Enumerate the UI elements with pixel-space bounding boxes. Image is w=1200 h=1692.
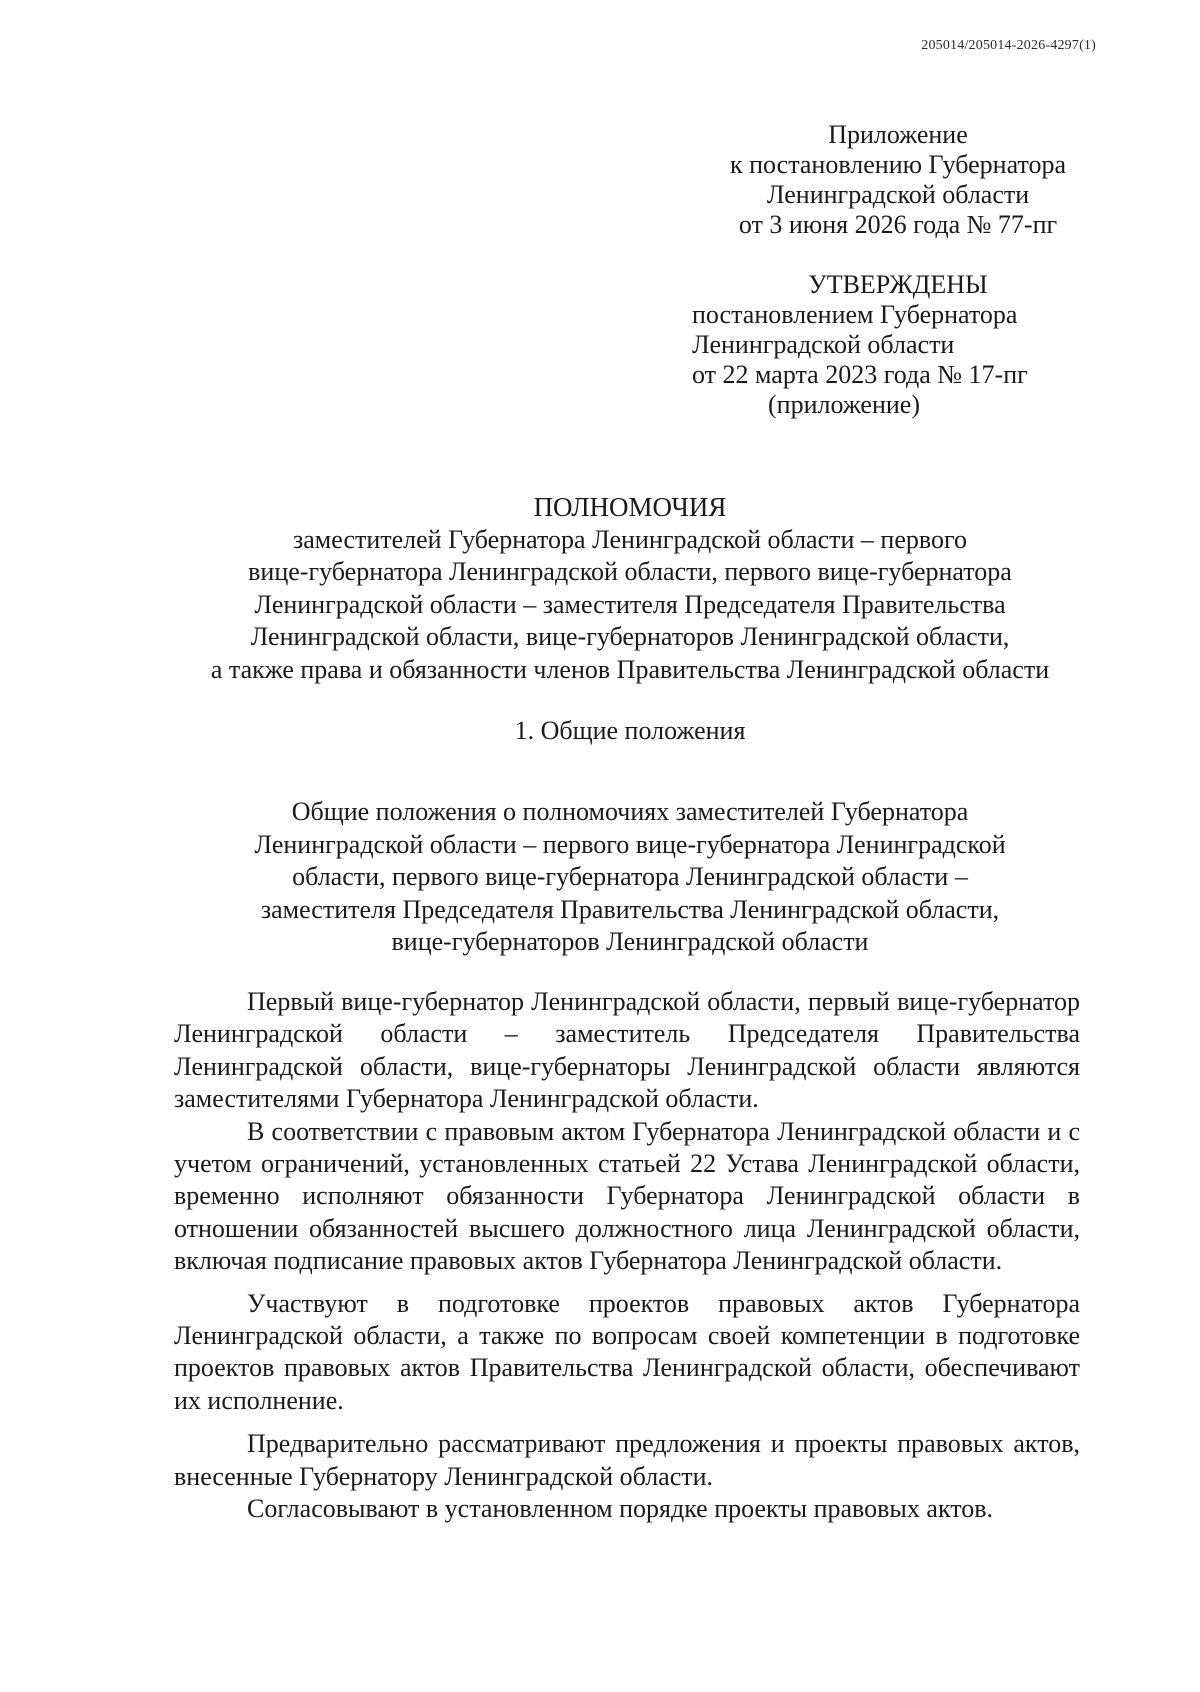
approved-label: УТВЕРЖДЕНЫ <box>808 270 988 299</box>
title-line: Ленинградской области – заместителя Председателя Правительства <box>254 589 1006 619</box>
subheading-line: заместителя Председателя Правительства Ленинградской области, <box>260 894 1000 924</box>
subheading-line: Общие положения о полномочиях заместителей Губернатора <box>291 797 969 826</box>
section-subheading-block <box>170 796 1090 959</box>
document-registration-code: 205014/205014-2026-4297(1) <box>921 38 1096 53</box>
appendix-reference-block <box>688 120 1108 240</box>
title-line: а также права и обязанности членов Правительства Ленинградской области <box>210 654 1050 684</box>
approved-date-number: от 22 марта 2023 года № 17-пг <box>692 360 1028 389</box>
approved-resolution-ref: постановлением Губернатора <box>692 300 1018 329</box>
appendix-label: Приложение <box>828 120 968 149</box>
title-line: вице-губернатора Ленинградской области, первого вице-губернатора <box>248 557 1012 587</box>
appendix-region: Ленинградской области <box>766 180 1030 209</box>
subheading-line: вице-губернаторов Ленинградской области <box>391 927 869 957</box>
subheading-line: Ленинградской области – первого вице-губернатора Ленинградской <box>254 829 1006 859</box>
approved-appendix-note: (приложение) <box>768 390 921 419</box>
document-title-block <box>170 491 1090 687</box>
approved-region: Ленинградской области <box>692 330 955 359</box>
title-line: заместителей Губернатора Ленинградской области – первого <box>293 524 967 554</box>
body-paragraph: В соответствии с правовым актом Губернатора Ленинградской области и с учетом ограничений, установленных статьей 22 Устава Ленинградской области, временно исполняют обязанности Губернатора Ленинградской области в отношении обязанностей высшего должностного лица Ленинградской области, включая подписание правовых актов Губернатора Ленинградской области. <box>174 1116 1080 1276</box>
section-heading: 1. Общие положения <box>514 716 746 745</box>
approval-stamp-block <box>688 270 1108 420</box>
body-paragraph: Первый вице-губернатор Ленинградской области, первый вице-губернатор Ленинградской области – заместитель Председателя Правительства Ленинградской области, вице-губернаторы Ленинградской области являются заместителями Губернатора Ленинградской области. <box>174 987 1080 1114</box>
body-paragraph: Участвуют в подготовке проектов правовых актов Губернатора Ленинградской области, а также по вопросам своей компетенции в подготовке проектов правовых актов Правительства Ленинградской области, обеспечивают их исполнение. <box>174 1288 1080 1415</box>
document-title: ПОЛНОМОЧИЯ <box>533 492 727 522</box>
body-paragraph: Согласовывают в установленном порядке проекты правовых актов. <box>247 1494 994 1524</box>
body-paragraph: Предварительно рассматривают предложения и проекты правовых актов, внесенные Губернатору Ленинградской области. <box>174 1429 1080 1491</box>
appendix-resolution-ref: к постановлению Губернатора <box>729 150 1067 179</box>
document-body <box>174 986 1080 1526</box>
title-line: Ленинградской области, вице-губернаторов Ленинградской области, <box>250 622 1010 652</box>
appendix-date-number: от 3 июня 2026 года № 77-пг <box>738 210 1058 239</box>
subheading-line: области, первого вице-губернатора Ленинградской области – <box>292 862 968 892</box>
